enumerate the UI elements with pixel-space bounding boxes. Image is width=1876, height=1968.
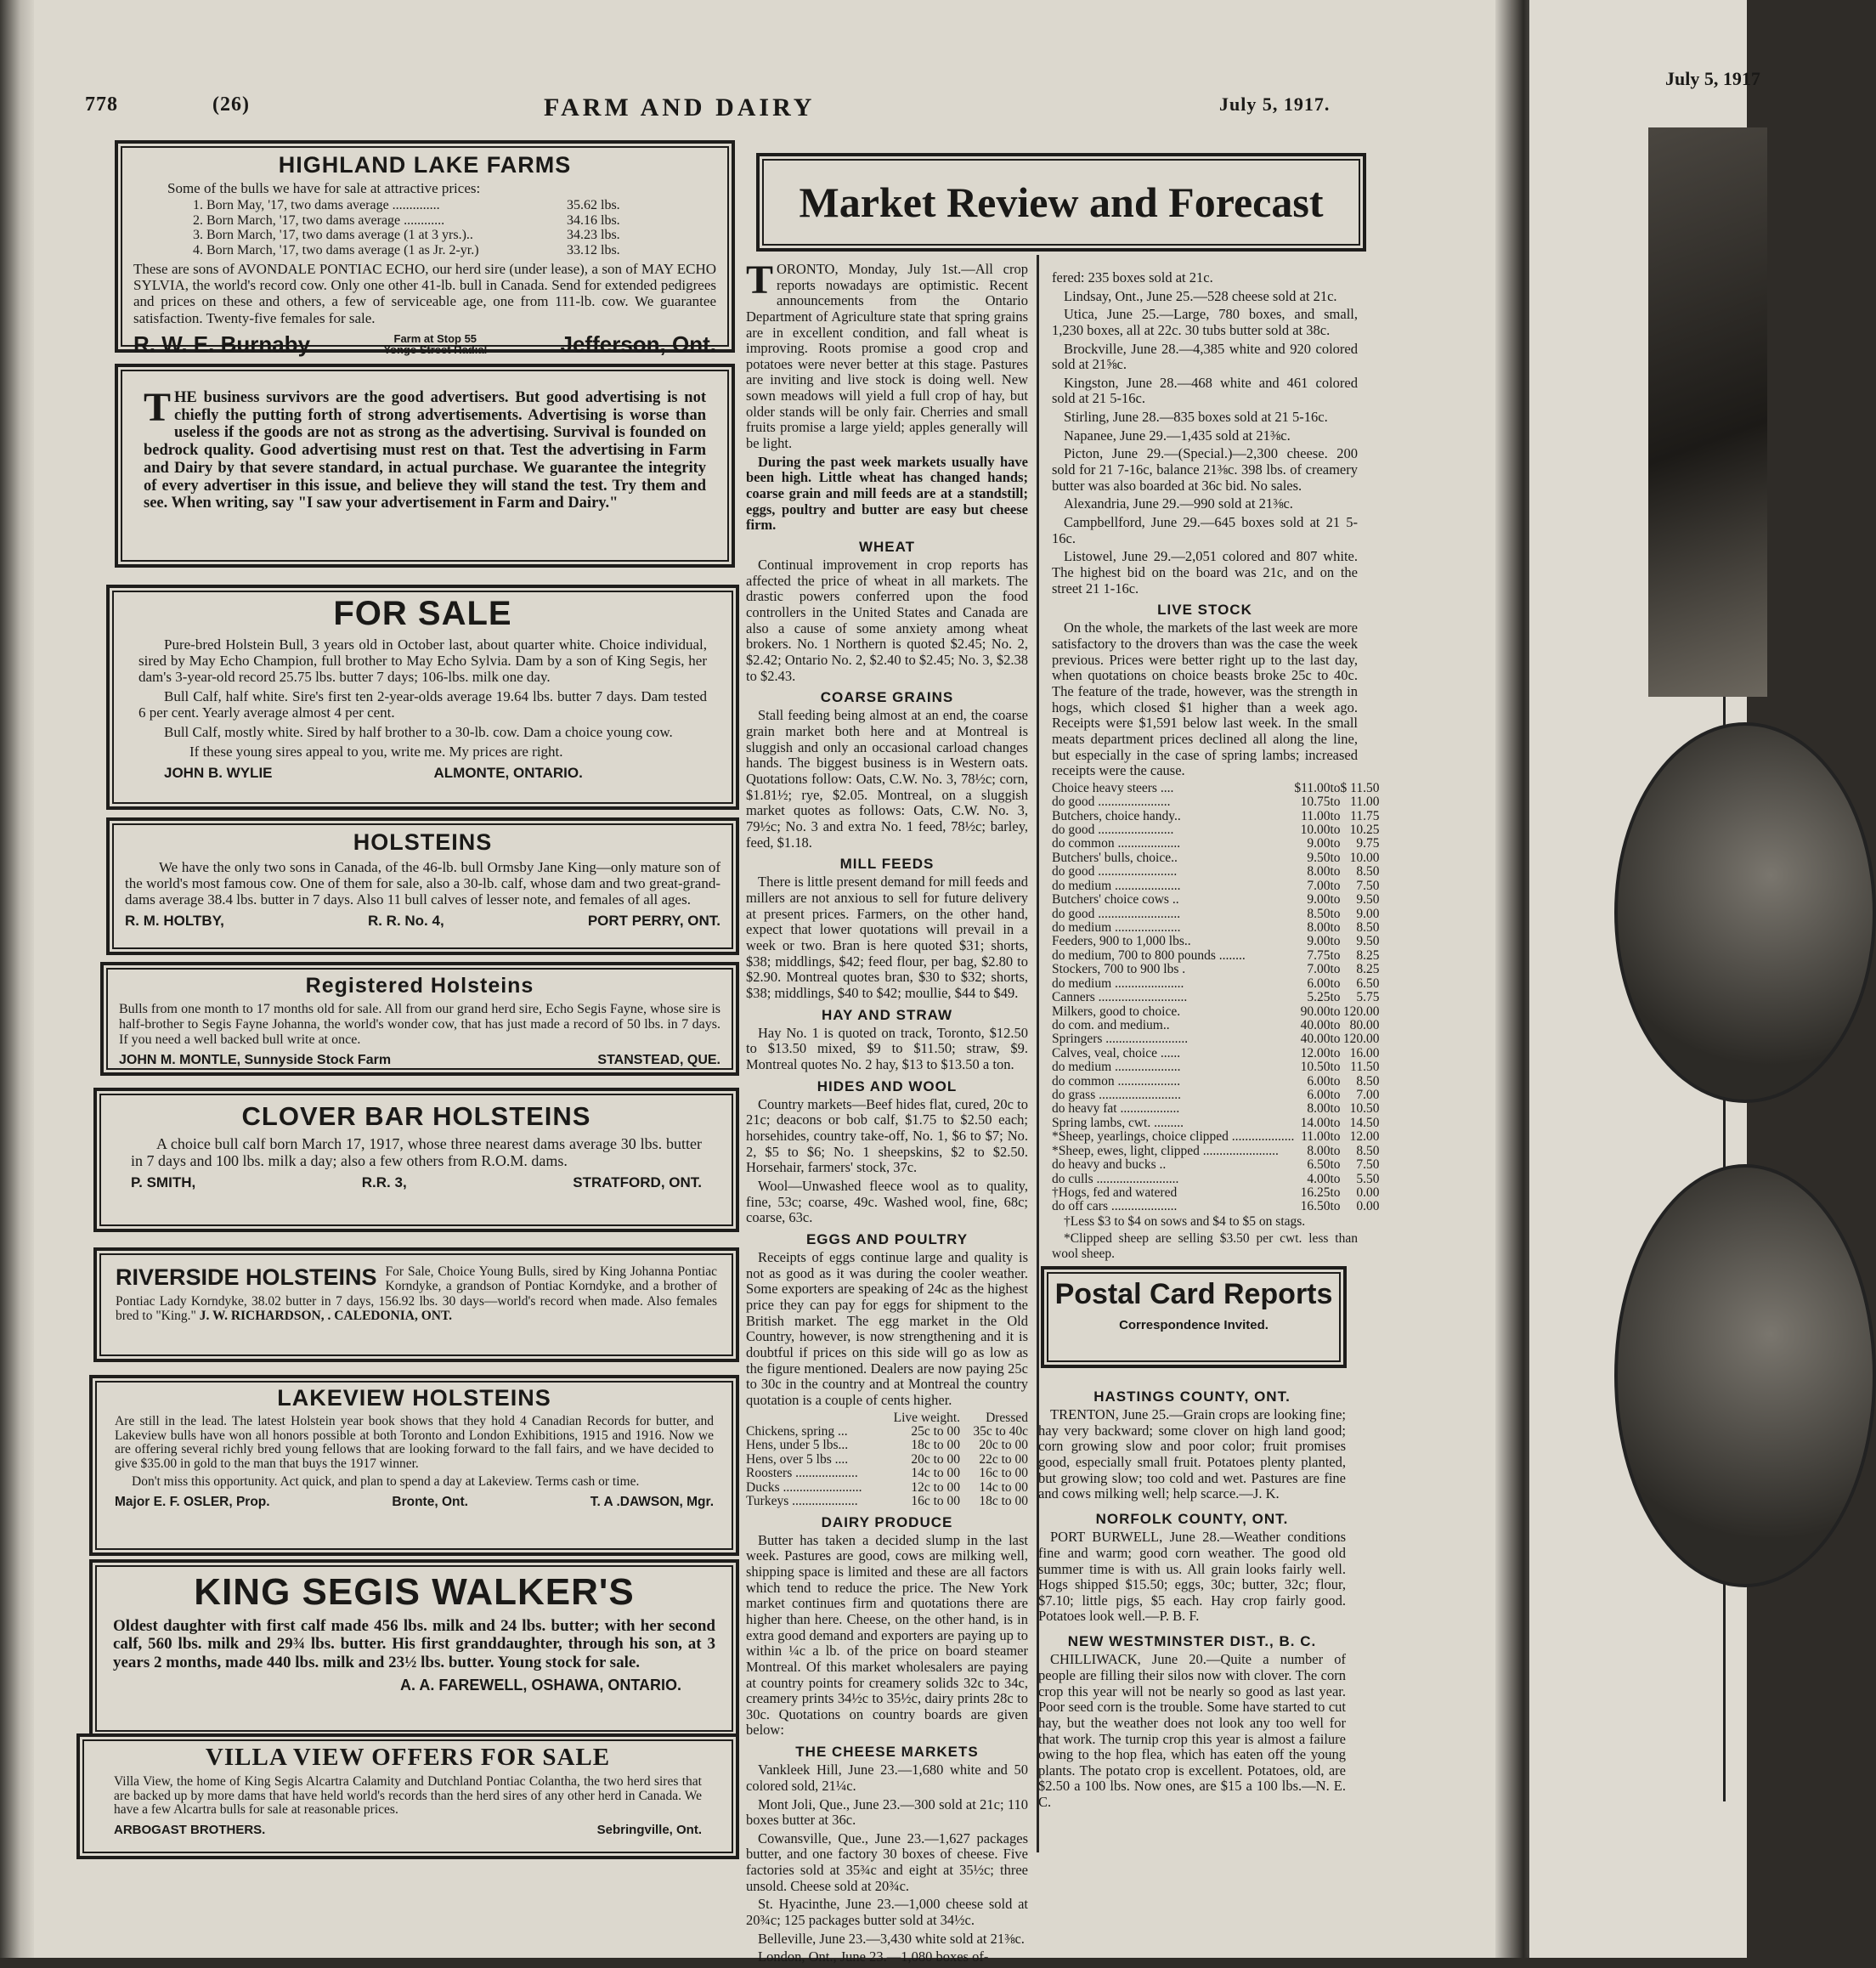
- cheese-report: Utica, June 25.—Large, 780 boxes, and small, 1,230 boxes, all at 22c. 30 tubs butter sold at 38c.: [1052, 306, 1358, 338]
- table-row: do com. and medium.. 40.00 to 80.00: [1052, 1017, 1380, 1032]
- cheese-report: St. Hyacinthe, June 23.—1,000 cheese sold at 20¾c; 125 packages butter sold at 34½c.: [746, 1896, 1028, 1929]
- table-row: do culls ......................... 4.00 to 5.50: [1052, 1171, 1380, 1186]
- table-row: Roosters ................... 14c to 00 16c to 00: [746, 1466, 1028, 1481]
- section-text: Country markets—Beef hides flat, cured, 20c to 21c; deacons or bob calf, $1.75 to $2.50 each; horsehides, country take-off, No. 1, $6 to $7; No. 2, $5 to $6; No. 1 sheepskins, $2 to $2.50. Horsehair, farmers' stock, 37c.: [746, 1095, 1028, 1176]
- table-row: do medium .................... 10.50 to 11.50: [1052, 1060, 1380, 1075]
- ad-lakeview-holsteins: [89, 1375, 739, 1556]
- cheese-report: Napanee, June 29.—1,435 sold at 21⅜c.: [1064, 427, 1291, 444]
- ad-body: Oldest daughter with first calf made 456 lbs. milk and 24 lbs. butter; with her second calf, 560 lbs. milk and 29¾ lbs. butter. His first granddaughter, through his son, at 3 years 2 months, made 440 lbs. milk and 23½ lbs. butter. Young stock for sale.: [113, 1617, 715, 1671]
- section-heading: THE CHEESE MARKETS: [795, 1744, 979, 1761]
- table-row: do heavy and bucks .. 6.50 to 7.50: [1052, 1157, 1380, 1173]
- market-intro: TORONTO, Monday, July 1st.—All crop reports nowadays are optimistic. Recent announcements from the Ontario Department of Agriculture state that spring grains are in excellent condition, and fall wheat is improving. Roots promise a good crop and potatoes were never better at this stage. Pastures are inviting and live stock is doing well. New sown meadows will yield a full crop of hay, but older stands will be only fair. Cherries and small fruits promise a large yield; apples generally will be light.: [746, 257, 1028, 452]
- ad-registered-holsteins: [100, 962, 739, 1076]
- table-row: Hens, under 5 lbs... 18c to 00 20c to 00: [746, 1438, 1028, 1453]
- table-row: Hens, over 5 lbs .... 20c to 00 22c to 00: [746, 1451, 1028, 1467]
- ad-title: CLOVER BAR HOLSTEINS: [241, 1101, 591, 1131]
- facing-photo-circle: [1614, 722, 1876, 1103]
- table-row: Butchers' bulls, choice.. 9.50 to 10.00: [1052, 850, 1380, 865]
- table-row: Stockers, 700 to 900 lbs . 7.00 to 8.25: [1052, 962, 1380, 977]
- stock-note: †Less $3 to $4 on sows and $4 to $5 on stags.: [1064, 1213, 1306, 1229]
- masthead-title: FARM AND DAIRY: [544, 93, 816, 122]
- section-heading: EGGS AND POULTRY: [805, 1230, 969, 1247]
- table-row: Butchers, choice handy.. 11.00 to 11.75: [1052, 808, 1380, 823]
- poultry-price-table: [746, 1411, 1028, 1509]
- section-heading: NEW WESTMINSTER DIST., B. C.: [1067, 1633, 1317, 1650]
- list-item: 2. Born March, '17, two dams average ............ 34.16 lbs.: [193, 212, 620, 228]
- ad-paragraph: Bull Calf, mostly white. Sired by half brother to a 30-lb. cow. Dam a choice young cow.: [164, 724, 673, 741]
- table-row: *Sheep, ewes, light, clipped ....................... 8.00 to 8.50: [1052, 1143, 1380, 1158]
- section-text: CHILLIWACK, June 20.—Quite a number of people are filling their silos now with clover. The corn crop this year will not be nearly so good as last year. Poor seed corn is the trouble. Some have started to cut hay, but the weather does not look any too well for that work. The turnip crop this year is almost a failure owing to the hop flea, which has eaten off the young plants. The potato crop is excellent. Potatoes, old, are $2.50 a 100 lbs. Now ones, are $15 a 100 lbs.—N. E. C.: [1038, 1651, 1346, 1811]
- cheese-report: London, Ont., June 23.—1,080 boxes of-: [758, 1948, 989, 1965]
- ad-body: THE business survivors are the good advertisers. But good advertising is not chiefly the putting forth of strong advertisements. Advertising is worse than useless if the goods are not as strong as the advertising. Survival is founded on bedrock quality. Good advertising must rest on that. Test the advertising in Farm and Dairy by that severe standard, in actual purchase. We guarantee the integrity of every advertiser in this issue, and believe they will stand the test. Try them and see. When writing, say "I saw your advertisement in Farm and Dairy.": [144, 385, 706, 512]
- ad-body: Bulls from one month to 17 months old for sale. All from our grand herd sire, Echo Segis Fayne, whose sire is half-brother to Segis Fayne Johanna, the world's wonder cow, that has just made a record of 50 lbs. in 7 days. If you need a well backed bull write at once.: [119, 1002, 720, 1047]
- postal-subtitle: Correspondence Invited.: [1119, 1318, 1269, 1332]
- section-heading: MILL FEEDS: [839, 856, 935, 873]
- section-text: Wool—Unwashed fleece wool as to quality, fine, 53c; coarse, 49c. Washed wool, fine, 68c; coarse, 63c.: [746, 1178, 1028, 1226]
- table-row: Milkers, good to choice. 90.00 to 120.00: [1052, 1004, 1380, 1019]
- ad-signature: ARBOGAST BROTHERS. Sebringville, Ont.: [114, 1823, 702, 1838]
- list-item: 3. Born March, '17, two dams average (1 at 3 yrs.).. 34.23 lbs.: [193, 228, 620, 243]
- ad-paragraph: If these young sires appeal to you, write me. My prices are right.: [189, 744, 563, 761]
- market-intro-2: During the past week markets usually have been high. Little wheat has changed hands; coarse grain and mill feeds are at a standstill; eggs, poultry and butter are easy but cheese firm.: [746, 453, 1028, 534]
- postal-card-reports-box: [1041, 1266, 1347, 1368]
- table-row: do medium .................... 8.00 to 8.50: [1052, 920, 1380, 935]
- ad-signature: Major E. F. OSLER, Prop. Bronte, Ont. T. A .DAWSON, Mgr.: [115, 1494, 714, 1509]
- table-row: Choice heavy steers .... $11.00 to $ 11.50: [1052, 780, 1380, 795]
- cheese-report: Alexandria, June 29.—990 sold at 21⅜c.: [1064, 495, 1293, 512]
- page-number: 778: [85, 93, 118, 116]
- cheese-report: Campbellford, June 29.—645 boxes sold at 21 5-16c.: [1052, 513, 1358, 546]
- cheese-report: Lindsay, Ont., June 25.—528 cheese sold at 21c.: [1064, 287, 1337, 304]
- section-heading: DAIRY PRODUCE: [821, 1513, 953, 1530]
- stock-note: *Clipped sheep are selling $3.50 per cwt. less than wool sheep.: [1052, 1231, 1358, 1261]
- ad-villa-view: [76, 1733, 739, 1859]
- table-row: do good ........................ 8.00 to 8.50: [1052, 864, 1380, 879]
- ad-paragraph: Don't miss this opportunity. Act quick, and plan to spend a day at Lakeview. Terms cash or time.: [132, 1473, 640, 1489]
- ad-paragraph: Bull Calf, half white. Sire's first ten 2-year-olds average 19.64 lbs. butter 7 days. Dam tested 6 per cent. Yearly average almost 4 per cent.: [138, 688, 707, 721]
- table-row: Spring lambs, cwt. ......... 14.00 to 14.50: [1052, 1115, 1380, 1130]
- section-number: (26): [212, 93, 250, 116]
- ad-intro: Some of the bulls we have for sale at attractive prices:: [167, 180, 481, 196]
- ad-body: These are sons of AVONDALE PONTIAC ECHO, our herd sire (under lease), a son of MAY ECHO SYLVIA, the world's record cow. Only one other 41-lb. bull in Canada. Send for extended pedigrees and prices on these and others, a few of serviceable age, one from 111-lb. cow. We guarantee satisfaction. Twenty-five females for sale.: [133, 261, 716, 326]
- ad-business-survivors: [115, 364, 735, 568]
- table-row: do common ................... 9.00 to 9.75: [1052, 836, 1380, 851]
- table-row: Springers ......................... 40.00 to 120.00: [1052, 1032, 1380, 1047]
- cheese-report: Mont Joli, Que., June 23.—300 sold at 21c; 110 boxes butter at 36c.: [746, 1796, 1028, 1829]
- ad-title: KING SEGIS WALKER'S: [194, 1571, 635, 1613]
- section-text: Receipts of eggs continue large and quality is not as good as it was during the cooler weather. Some exporters are speaking of 24c as the highest price they can pay for eggs for shipment to the British market. The egg market in the Old Country, however, is now strengthening and it is doubtful if prices on this side will go as low as the figure mentioned. Dealers are now paying 25c to 30c in the country and at Montreal the country quotation is a couple of cents higher.: [746, 1249, 1028, 1408]
- facing-photo: [1648, 127, 1767, 697]
- ad-clover-bar-holsteins: [93, 1088, 739, 1232]
- ad-title: HOLSTEINS: [353, 829, 493, 855]
- market-column-1: [746, 257, 1028, 1968]
- section-heading: LIVE STOCK: [1157, 602, 1252, 619]
- ad-title: FOR SALE: [333, 595, 512, 632]
- ad-holsteins: [106, 817, 739, 955]
- table-row: Turkeys .................... 16c to 00 18c to 00: [746, 1494, 1028, 1509]
- table-header: Live weight. Dressed: [893, 1410, 1028, 1425]
- cheese-report: fered: 235 boxes sold at 21c.: [1052, 269, 1213, 286]
- section-heading: NORFOLK COUNTY, ONT.: [1095, 1511, 1289, 1528]
- ad-signature: J. W. RICHARDSON, . CALEDONIA, ONT.: [199, 1309, 453, 1324]
- ad-title: RIVERSIDE HOLSTEINS: [116, 1264, 377, 1290]
- ad-riverside-holsteins: [93, 1247, 739, 1362]
- list-item: 4. Born March, '17, two dams average (1 as Jr. 2-yr.) 33.12 lbs.: [193, 242, 620, 257]
- section-text: Butter has taken a decided slump in the last week. Pastures are good, cows are milking well, shipping space is limited and these are all factors which tend to reduce the price. The New York market continues firm and quotations there are higher than here. Cheese, on the other hand, is in extra good demand and exporters are paying up to within ¼c a lb. of the price on board steamer Montreal. Of this market wholesalers are paying at country points for creamery solids 32c to 34c, creamery prints 34½c to 35½c, dairy prints 28c to 30c. Quotations on country boards are given below:: [746, 1531, 1028, 1739]
- scan-left-edge: [0, 0, 34, 1958]
- table-row: do good ....................... 10.00 to 10.25: [1052, 823, 1380, 838]
- ad-king-segis-walker: [89, 1559, 739, 1738]
- table-row: Canners ........................... 5.25 to 5.75: [1052, 990, 1380, 1005]
- table-row: †Hogs, fed and watered 16.25 to 0.00: [1052, 1185, 1380, 1201]
- section-heading: HIDES AND WOOL: [817, 1077, 958, 1094]
- bull-list: [193, 198, 716, 257]
- cheese-report: Vankleek Hill, June 23.—1,680 white and 50 colored sold, 21¼c.: [746, 1762, 1028, 1794]
- ad-body: We have the only two sons in Canada, of the 46-lb. bull Ormsby Jane King—only mature son of the world's most famous cow. One of them for sale, also a 30-lb. calf, whose dam and two great-grand-dams average 38.4 lbs. butter in 7 days. Also 11 bull calves of lesser note, and females of all ages.: [125, 859, 720, 908]
- livestock-price-table: [1052, 782, 1379, 1214]
- cheese-report: Belleville, June 23.—3,430 white sold at 21⅜c.: [758, 1930, 1025, 1947]
- market-review-title: Market Review and Forecast: [756, 153, 1366, 252]
- table-row: Ducks ........................ 12c to 00 14c to 00: [746, 1479, 1028, 1495]
- postal-column: [1038, 1383, 1346, 1813]
- table-row: do medium ..................... 6.00 to 6.50: [1052, 976, 1380, 991]
- ad-signature: JOHN B. WYLIE ALMONTE, ONTARIO.: [164, 765, 583, 782]
- market-column-2: [1052, 269, 1380, 1264]
- table-row: do grass ......................... 6.00 to 7.00: [1052, 1088, 1380, 1103]
- section-heading: WHEAT: [858, 538, 916, 555]
- section-text: On the whole, the markets of the last week are more satisfactory to the drovers than was the case the week previous. Prices were better right up to the last day, when quotations on choice beasts broke 25c to 40c. The feature of the trade, however, was the strength in hogs, which closed $1 higher than a week ago. Receipts were $1,591 below last week. In the small meats department prices declined all along the line, but especially in the case of spring lambs; increased receipts were the cause.: [1052, 619, 1358, 779]
- table-row: *Sheep, yearlings, choice clipped ................... 11.00 to 12.00: [1052, 1129, 1380, 1145]
- ad-title: HIGHLAND LAKE FARMS: [278, 152, 572, 178]
- table-row: Calves, veal, choice ...... 12.00 to 16.00: [1052, 1045, 1380, 1060]
- section-text: Hay No. 1 is quoted on track, Toronto, $12.50 to $13.50 mixed, $9 to $11.50; straw, $9. Montreal quotes No. 2 hay, $13 to $13.50 a ton.: [746, 1024, 1028, 1072]
- ad-title: Registered Holsteins: [305, 974, 534, 998]
- facing-page: [1529, 0, 1760, 1958]
- table-row: do good ...................... 10.75 to 11.00: [1052, 795, 1380, 810]
- facing-page-date: July 5, 1917: [1665, 68, 1760, 89]
- ad-body: A choice bull calf born March 17, 1917, whose three nearest dams average 30 lbs. butter in 7 days and 100 lbs. milk a day; also a few others from R.O.M. dams.: [131, 1135, 702, 1170]
- ad-title: VILLA VIEW OFFERS FOR SALE: [205, 1744, 611, 1771]
- section-text: TRENTON, June 25.—Grain crops are looking fine; hay very backward; some clover on high land good; corn growing slow and poor color; fruit promises good, especially small fruit. Potatoes plenty planted, but growing slow; too cold and wet. Pastures are fine and cows milking well; help scarce.—J. K.: [1038, 1406, 1346, 1502]
- ad-paragraph: Pure-bred Holstein Bull, 3 years old in October last, about quarter white. Choice individual, sired by May Echo Champion, full brother to May Echo Sylvia. Dam by a son of King Segis, her dam's 3-year-old record 25.75 lbs. butter 7 days; 106-lbs. milk one day.: [138, 636, 707, 686]
- ad-title: LAKEVIEW HOLSTEINS: [277, 1385, 551, 1411]
- issue-date: July 5, 1917.: [1219, 93, 1331, 115]
- ad-signature: R. M. HOLTBY, R. R. No. 4, PORT PERRY, ONT.: [125, 913, 720, 930]
- list-item: 1. Born May, '17, two dams average .............. 35.62 lbs.: [193, 198, 620, 213]
- section-text: There is little present demand for mill feeds and millers are not anxious to sell for future delivery at present prices. Farmers, on the other hand, expect that lower quotations will prevail in a week or two. Bran is here quoted $31; shorts, $38; middlings, $42; feed flour, per bag, $2.80 to $2.90. Montreal quotes bran, $30 to $32; shorts, $38; middlings, $40 to $42; moullie, $44 to $49.: [746, 874, 1028, 1001]
- cheese-report: Kingston, June 28.—468 white and 461 colored sold at 21 5-16c.: [1052, 374, 1358, 407]
- ad-for-sale: [106, 585, 739, 810]
- ad-signature: P. SMITH, R.R. 3, STRATFORD, ONT.: [131, 1174, 702, 1191]
- table-row: Chickens, spring ... 25c to 00 35c to 40c: [746, 1424, 1028, 1439]
- cheese-report: Stirling, June 28.—835 boxes sold at 21 5-16c.: [1064, 409, 1328, 426]
- section-heading: HASTINGS COUNTY, ONT.: [1093, 1388, 1291, 1405]
- ad-signature: JOHN M. MONTLE, Sunnyside Stock Farm STANSTEAD, QUE.: [119, 1052, 720, 1067]
- section-heading: HAY AND STRAW: [821, 1006, 953, 1023]
- ad-signature: R. W. E. Burnaby Farm at Stop 55 Yonge Street Radial Jefferson, Ont.: [133, 331, 716, 357]
- postal-title: Postal Card Reports: [1054, 1278, 1333, 1310]
- section-heading: COARSE GRAINS: [820, 689, 954, 706]
- ad-paragraph: Are still in the lead. The latest Holstein year book shows that they hold 4 Canadian Records for butter, and Lakeview bulls have won all honors possible at both Toronto and London Exhibitions, 1915 and 1916. Now we are offering several richly bred young fellows that are looking forward to the fall fairs, and we have decided to give $35.00 in gold to the man that buys the 1917 winner.: [115, 1414, 714, 1472]
- table-row: do heavy fat .................. 8.00 to 10.50: [1052, 1101, 1380, 1117]
- cheese-report: Cowansville, Que., June 23.—1,627 packages butter, and one factory 30 boxes of cheese. Five factories sold at 35¾c and eight at 35½c; three unsold. Cheese sold at 20¾c.: [746, 1829, 1028, 1894]
- table-row: do off cars .................... 16.50 to 0.00: [1052, 1199, 1380, 1214]
- table-row: do good ......................... 8.50 to 9.00: [1052, 906, 1380, 921]
- cheese-report: Listowel, June 29.—2,051 colored and 807 white. The highest bid on the board was 21c, and on the street 21 1-16c.: [1052, 548, 1358, 597]
- section-text: PORT BURWELL, June 28.—Weather conditions fine and warm; good corn weather. The good old summer time is with us. All grain looks fairly well. Hogs shipped $15.50; eggs, 30c; butter, 32c; flour, $7.10; little pigs, $5 each. Hay crop fairly good. Potatoes look well.—P. B. F.: [1038, 1529, 1346, 1625]
- table-row: Butchers' choice cows .. 9.00 to 9.50: [1052, 892, 1380, 908]
- section-text: Continual improvement in crop reports has affected the price of wheat in all markets. The drastic powers conferred upon the food controllers in the United States and Canada are also a cause of some anxiety among wheat brokers. No. 1 Northern is quoted $2.45; No. 2, $2.42; Ontario No. 2, $2.40 to $2.45; No. 3, $2.38 to $2.43.: [746, 557, 1028, 684]
- ad-highland-lake-farms: [115, 140, 735, 357]
- ad-body: Villa View, the home of King Segis Alcartra Calamity and Dutchland Pontiac Colantha, the two herd sires that are backed up by more dams that have held world's records than the herd sires of any other herd in Canada. We have a few Alcartra bulls for sale at reasonable prices.: [114, 1774, 702, 1818]
- facing-photo-circle: [1614, 1164, 1876, 1587]
- section-text: Stall feeding being almost at an end, the coarse grain market both here and at Montreal is sluggish and only an occasional carload changes hands. The biggest business is in Western oats. Quotations follow: Oats, C.W. No. 3, 78½c; corn, $1.81½; rye, $2.05. Montreal, on a sluggish market quotes as follows: Oats, C.W. No. 3, 79½c; No. 3 and extra No. 1 feed, 78½c; barley, feed, $1.18.: [746, 707, 1028, 851]
- table-row: do medium .................... 7.00 to 7.50: [1052, 878, 1380, 893]
- table-row: do common ................... 6.00 to 8.50: [1052, 1073, 1380, 1089]
- table-row: do medium, 700 to 800 pounds ........ 7.75 to 8.25: [1052, 947, 1380, 963]
- ad-body: RIVERSIDE HOLSTEINS For Sale, Choice Young Bulls, sired by King Johanna Pontiac Korndyke, a grandson of Pontiac Korndyke, and a brother of Pontiac Lady Korndyke, 38.02 butter in 7 days, 156.92 lbs. 30 days—world's record when made. Also females bred to "King." J. W. RICHARDSON, . CALEDONIA, ONT.: [116, 1264, 717, 1324]
- cheese-report: Brockville, June 28.—4,385 white and 920 colored sold at 21⅝c.: [1052, 340, 1358, 373]
- table-row: Feeders, 900 to 1,000 lbs.. 9.00 to 9.50: [1052, 934, 1380, 949]
- ad-signature: A. A. FAREWELL, OSHAWA, ONTARIO.: [400, 1676, 681, 1694]
- cheese-report: Picton, June 29.—(Special.)—2,300 cheese. 200 sold for 21 7-16c, balance 21⅜c. 398 lbs. of creamery butter was also boarded at 36c bid. No sales.: [1052, 445, 1358, 494]
